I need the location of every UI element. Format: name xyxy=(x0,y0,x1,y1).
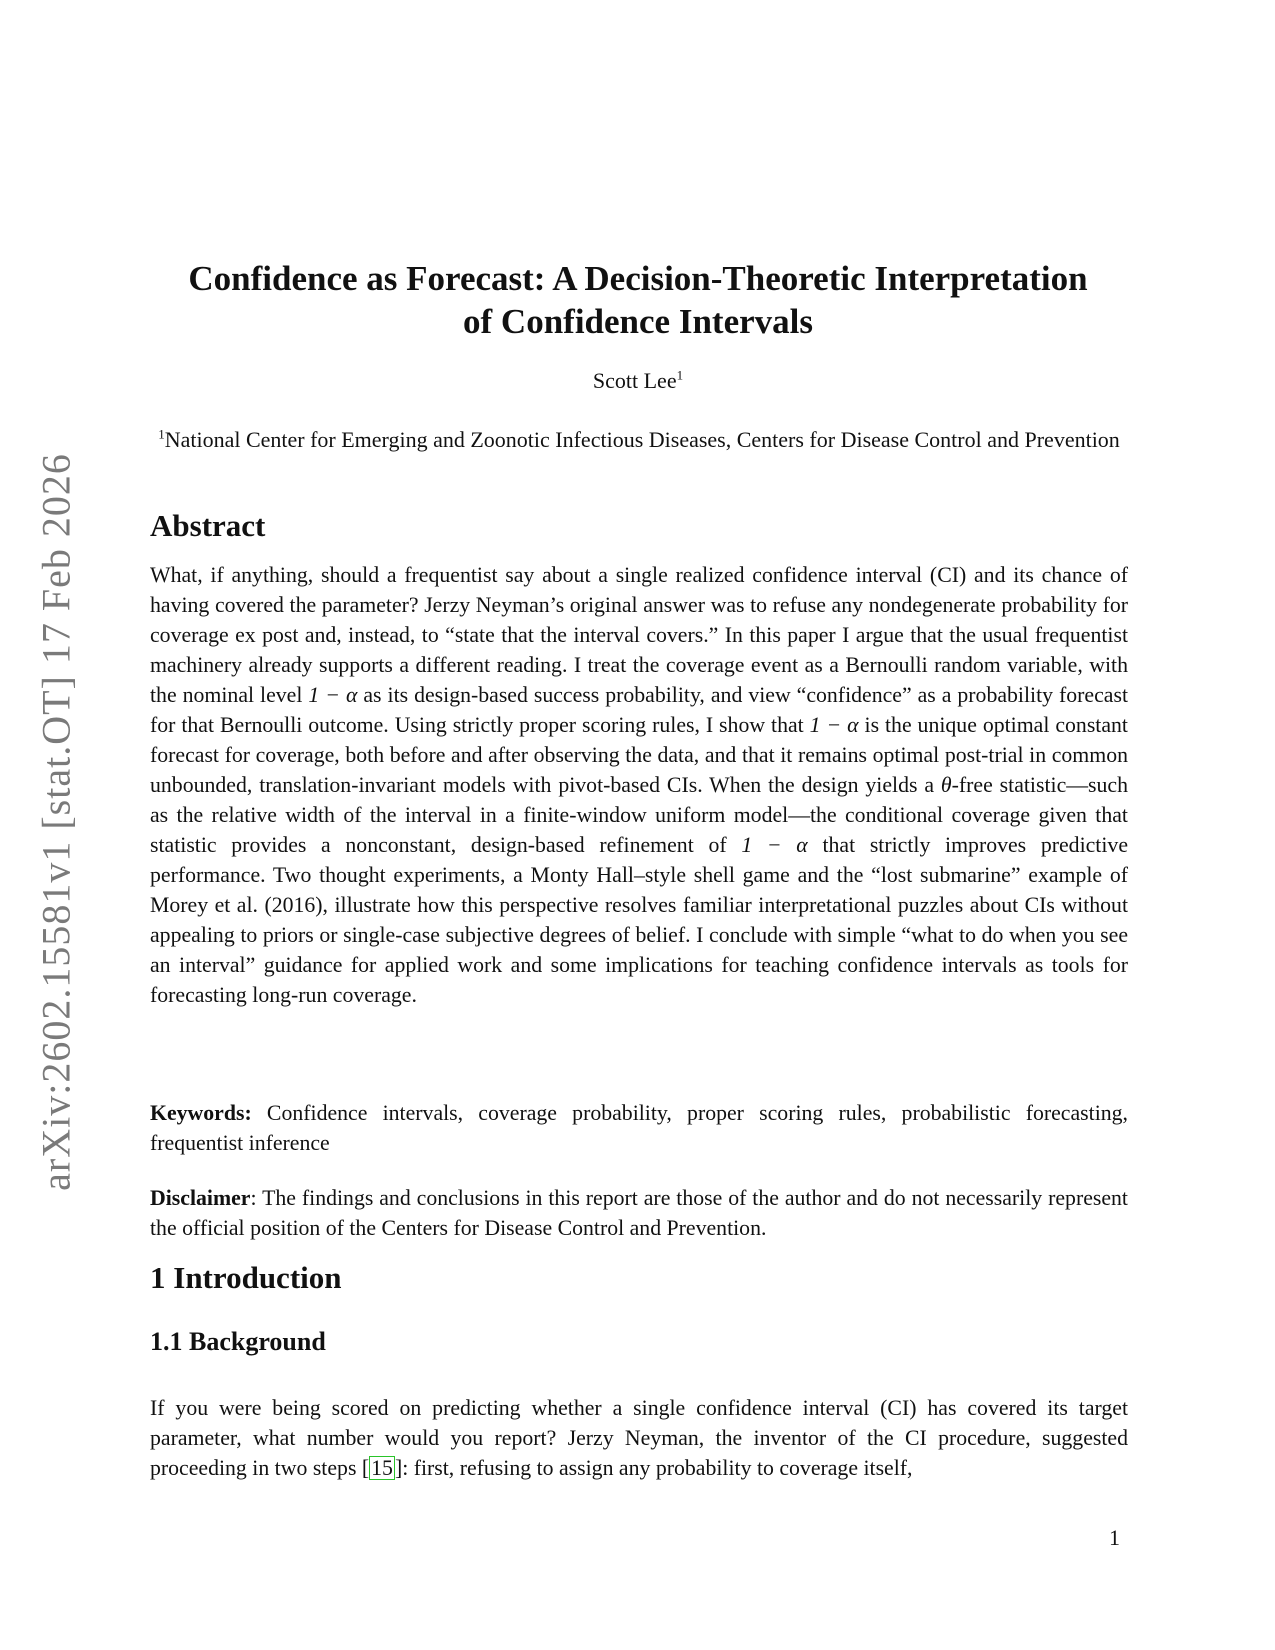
subsection-heading-background: 1.1 Background xyxy=(150,1327,326,1356)
page-number: 1 xyxy=(1109,1525,1120,1550)
disclaimer xyxy=(150,1183,1128,1243)
introduction-paragraph xyxy=(150,1393,1128,1483)
affiliation-text: National Center for Emerging and Zoonotic Infectious Diseases, Centers for Disease Control and Prevention xyxy=(164,427,1120,452)
abstract-text-1: What, if anything, should a frequentist say about a single realized confidence interval (CI) and its chance of having covered the parameter? Jerzy Neyman’s original answer was to refuse any nondegenerate probability for coverage ex post and, instead, to “state that the interval covers.” In this paper I argue that the usual frequentist machinery already supports a different reading. I treat the coverage event as a Bernoulli random variable, with the nominal level xyxy=(150,563,1128,707)
math-one-minus-alpha: 1 − α xyxy=(809,713,859,737)
keywords-label: Keywords: xyxy=(150,1101,252,1125)
citation-link[interactable]: 15 xyxy=(371,1456,393,1480)
keywords xyxy=(150,1098,1128,1158)
intro-text-1: If you were being scored on predicting whether a single confidence interval (CI) has covered its target parameter, what number would you report? Jerzy Neyman, the inventor of the CI procedure, suggested proceeding in two steps [ xyxy=(150,1396,1128,1480)
disclaimer-label: Disclaimer xyxy=(150,1186,251,1210)
math-one-minus-alpha: 1 − α xyxy=(308,683,358,707)
arxiv-identifier[interactable]: arXiv:2602.15581v1 [stat.OT] 17 Feb 2026 xyxy=(33,453,79,1191)
abstract-text-4: -free statistic—such as the relative width of the interval in a finite-window uniform model—the conditional coverage given that statistic provides a nonconstant, design-based refinement of xyxy=(150,773,1128,857)
keywords-text: Confidence intervals, coverage probability, proper scoring rules, probabilistic forecasting, frequentist inference xyxy=(150,1101,1128,1155)
abstract-text-2: as its design-based success probability, and view “confidence” as a probability forecast for that Bernoulli outcome. Using strictly proper scoring rules, I show that xyxy=(150,683,1128,737)
abstract-text-3: is the unique optimal constant forecast for coverage, both before and after observing the data, and that it remains optimal post-trial in common unbounded, translation-invariant models with pivot-based CIs. When the design yields a xyxy=(150,713,1128,797)
disclaimer-text: : The findings and conclusions in this report are those of the author and do not necessarily represent the official position of the Centers for Disease Control and Prevention. xyxy=(150,1186,1128,1240)
abstract-text-5: that strictly improves predictive performance. Two thought experiments, a Monty Hall–style shell game and the “lost submarine” example of Morey et al. (2016), illustrate how this perspective resolves familiar interpretational puzzles about CIs without appealing to priors or single-case subjective degrees of belief. I conclude with simple “what to do when you see an interval” guidance for applied work and some implications for teaching confidence intervals as tools for forecasting long-run coverage. xyxy=(150,833,1128,1007)
author-line xyxy=(148,368,1128,394)
title-line-2: of Confidence Intervals xyxy=(463,302,813,341)
title-line-1: Confidence as Forecast: A Decision-Theoretic Interpretation xyxy=(188,259,1088,298)
intro-text-2: ]: first, refusing to assign any probability to coverage itself, xyxy=(394,1456,913,1480)
author-name: Scott Lee xyxy=(592,368,677,393)
paper-title xyxy=(148,257,1128,343)
affiliation-mark: 1 xyxy=(158,426,165,442)
abstract-heading: Abstract xyxy=(150,508,266,543)
section-heading-introduction: 1 Introduction xyxy=(150,1260,342,1295)
affiliation xyxy=(150,425,1128,455)
author-affiliation-mark: 1 xyxy=(676,367,684,383)
math-theta: θ xyxy=(940,773,952,797)
math-one-minus-alpha: 1 − α xyxy=(741,833,808,857)
abstract-paragraph xyxy=(150,560,1128,1010)
